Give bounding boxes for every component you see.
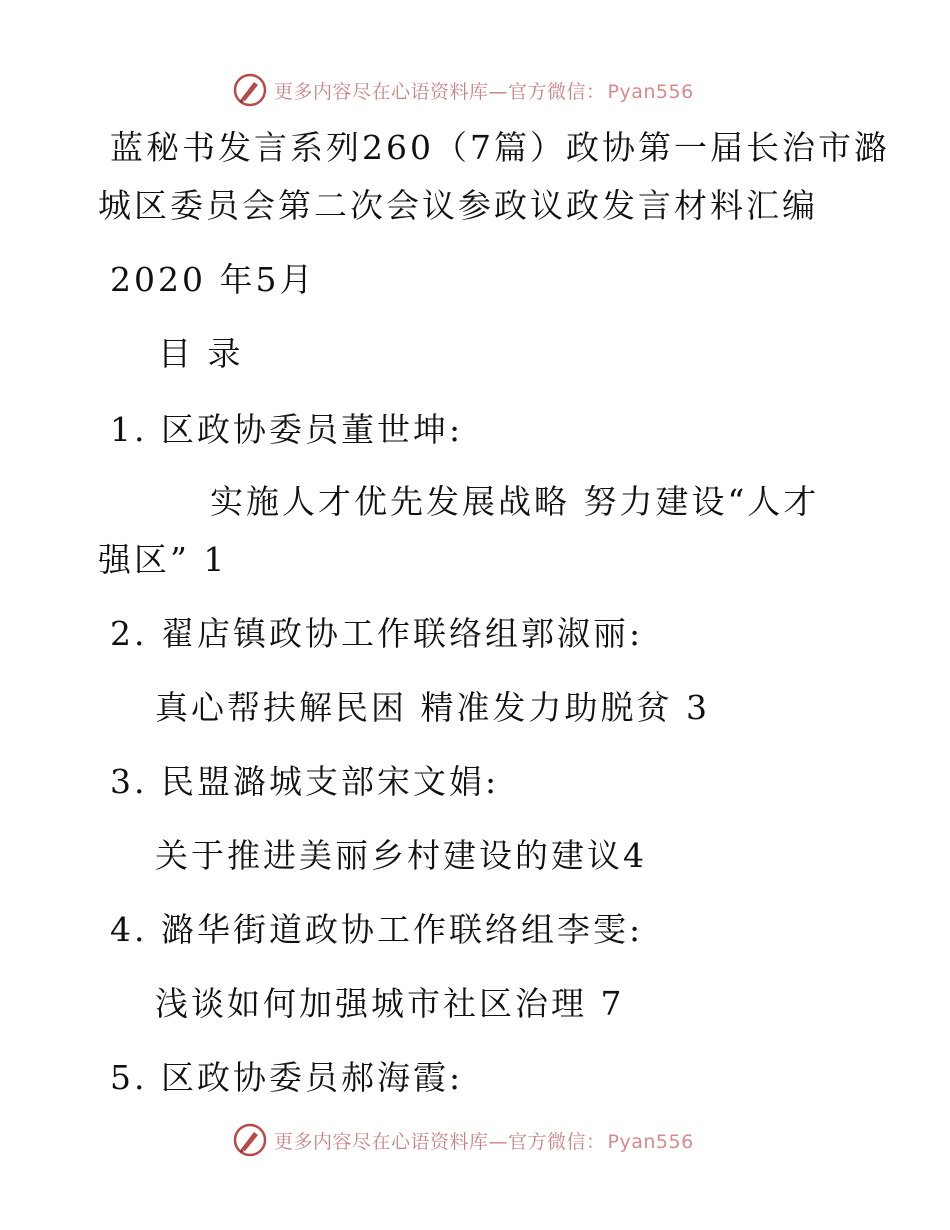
header-watermark (232, 70, 694, 110)
footer-watermark (232, 1120, 694, 1160)
document-date: 2020 年5月 (110, 260, 316, 299)
watermark-text: 更多内容尽在心语资料库—官方微信： (274, 1130, 606, 1153)
toc-item-2-title: 真心帮扶解民困 精准发力助脱贫 3 (155, 688, 710, 727)
pen-circle-logo-icon (232, 1122, 268, 1158)
toc-item-speaker: 区政协委员董世坤: (161, 410, 464, 449)
toc-item-1-title-line-2: 强区” 1 (98, 540, 228, 579)
toc-item-number: 4. (110, 910, 148, 949)
toc-item-speaker: 区政协委员郝海霞: (161, 1058, 464, 1097)
toc-item-number: 5. (110, 1058, 148, 1097)
toc-item-speaker: 民盟潞城支部宋文娟: (161, 762, 500, 801)
document-title-line-2: 城区委员会第二次会议参政议政发言材料汇编 (98, 186, 818, 225)
toc-item-3-speaker (110, 762, 499, 802)
watermark-text: 更多内容尽在心语资料库—官方微信： (274, 80, 606, 103)
toc-item-4-speaker (110, 910, 643, 950)
toc-item-number: 3. (110, 762, 148, 801)
toc-item-speaker: 翟店镇政协工作联络组郭淑丽: (161, 614, 644, 653)
toc-item-number: 1. (110, 410, 148, 449)
toc-item-5-speaker (110, 1058, 463, 1098)
toc-item-number: 2. (110, 614, 148, 653)
document-title-line-1: 蓝秘书发言系列260（7篇）政协第一届长治市潞 (110, 128, 890, 167)
toc-item-4-title: 浅谈如何加强城市社区治理 7 (155, 984, 625, 1023)
pen-circle-logo-icon (232, 72, 268, 108)
toc-item-1-title-line-1: 实施人才优先发展战略 努力建设“人才 (210, 482, 820, 521)
watermark-wechat-id: Pyan556 (607, 80, 694, 103)
toc-item-speaker: 潞华街道政协工作联络组李雯: (161, 910, 644, 949)
watermark-wechat-id: Pyan556 (607, 1130, 694, 1153)
toc-item-2-speaker (110, 614, 643, 654)
toc-item-3-title: 关于推进美丽乡村建设的建议4 (155, 836, 647, 875)
toc-item-1-speaker (110, 410, 463, 450)
toc-heading: 目 录 (158, 334, 244, 373)
